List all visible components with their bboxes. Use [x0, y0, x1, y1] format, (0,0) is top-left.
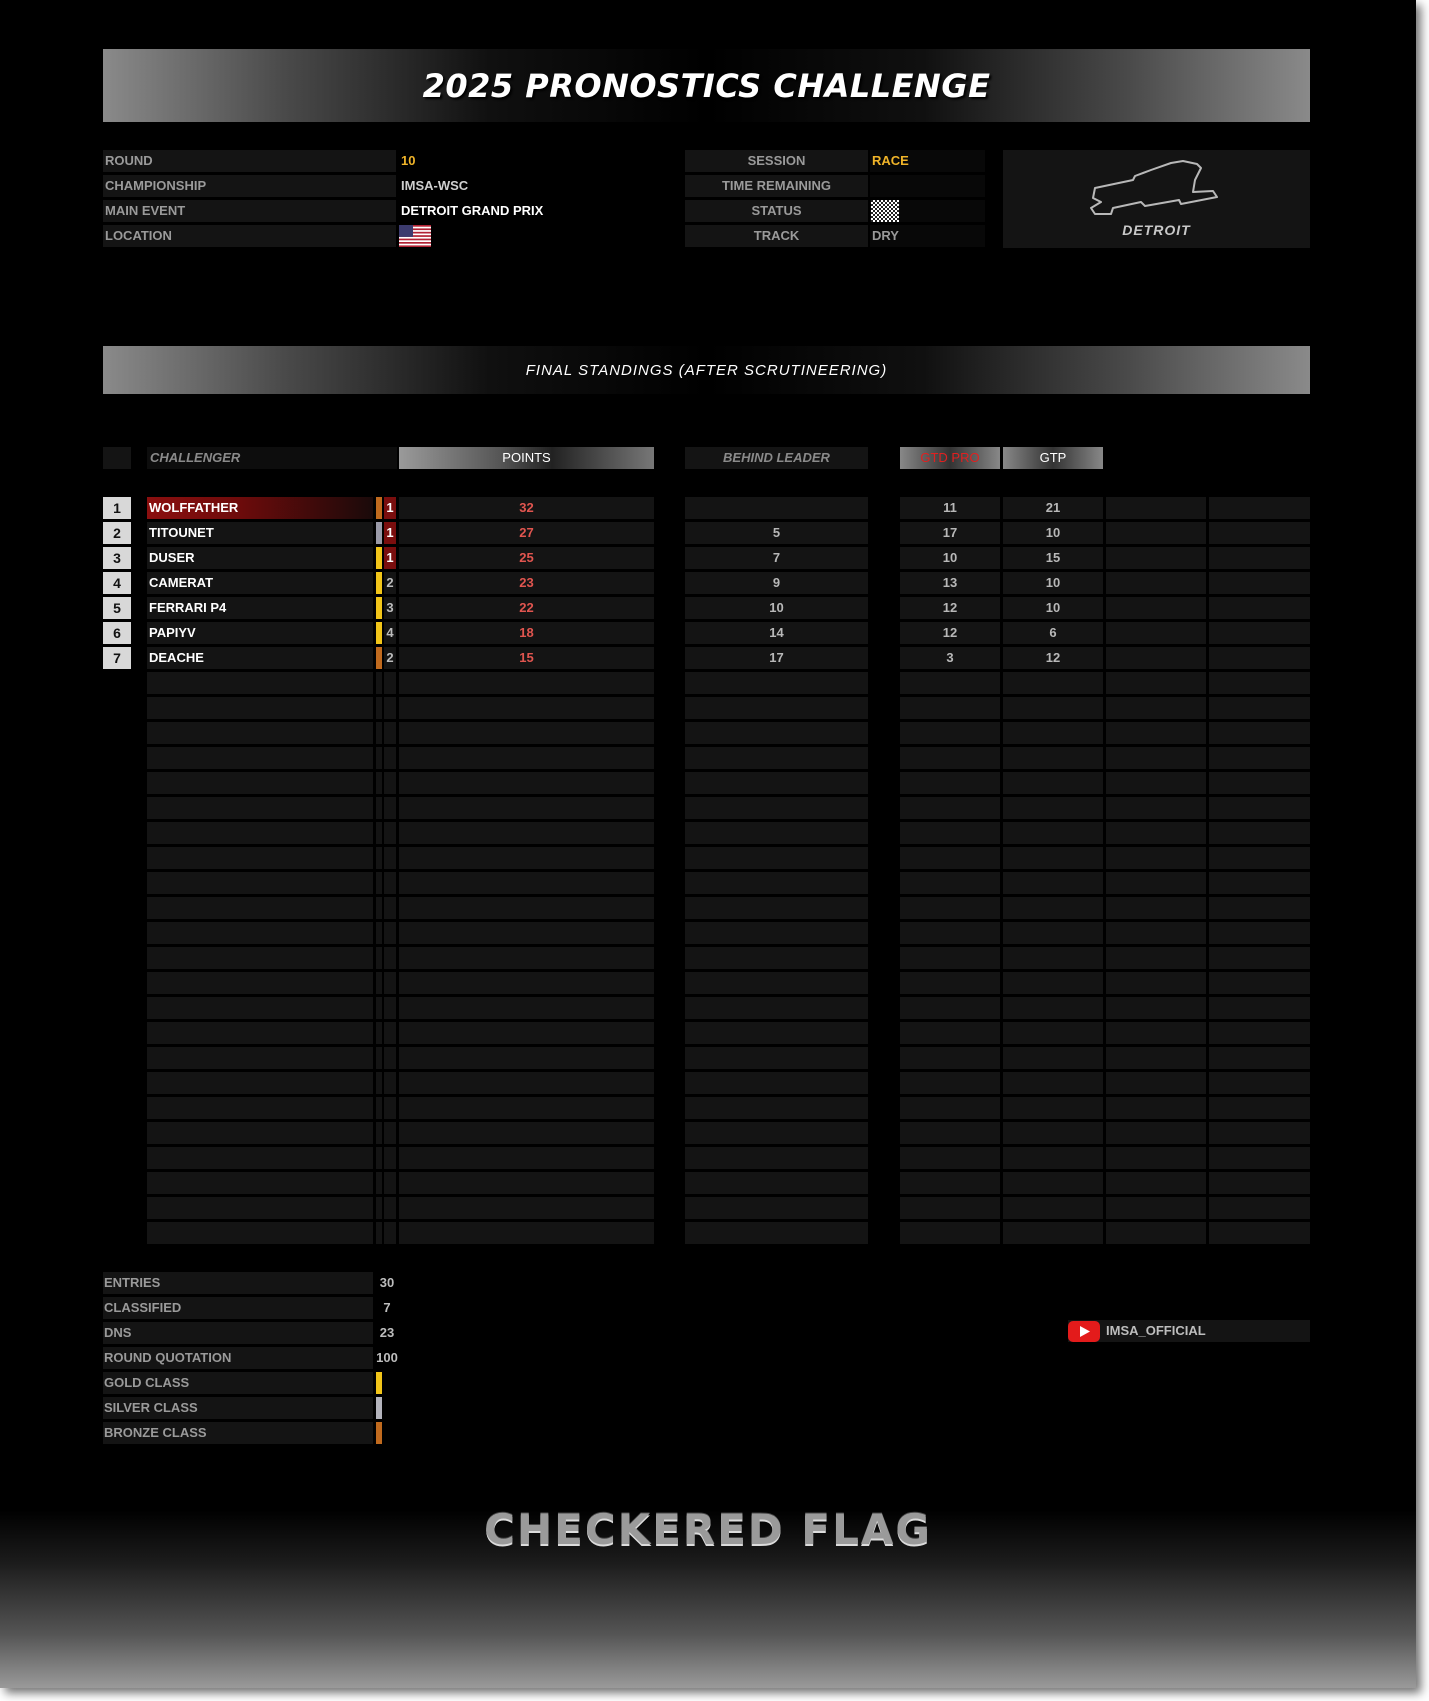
title-banner [103, 49, 1310, 122]
gtp-value: 15 [1045, 550, 1061, 565]
behind-leader-value: 9 [772, 575, 781, 590]
col-gtp-header[interactable]: GTP [1003, 447, 1103, 469]
us-flag-icon [399, 225, 431, 247]
challenger-name: WOLFFATHER [149, 500, 239, 515]
challenger-name: TITOUNET [149, 525, 214, 540]
challenger-name: DUSER [149, 550, 195, 565]
standings-banner [103, 346, 1310, 394]
gtp-value: 10 [1045, 600, 1061, 615]
gold-class-swatch [376, 1372, 382, 1394]
gtd-pro-value: 12 [942, 600, 958, 615]
track-name: DETROIT [1122, 222, 1191, 238]
gtd-pro-value: 3 [946, 650, 954, 665]
bronze-class-label: BRONZE CLASS [104, 1425, 207, 1440]
col-gtd-pro-header[interactable]: GTD PRO [900, 447, 1000, 469]
main-event-label: MAIN EVENT [105, 203, 186, 218]
position-badge: 6 [103, 622, 131, 644]
gtp-value: 10 [1045, 575, 1061, 590]
gtd-pro-value: 12 [942, 625, 958, 640]
class-color-marker [376, 572, 382, 594]
points-value: 27 [519, 525, 534, 540]
classified-label: CLASSIFIED [104, 1300, 182, 1315]
table-row[interactable] [0, 597, 1416, 619]
position-badge: 2 [103, 522, 131, 544]
entries-value: 30 [379, 1275, 395, 1290]
table-row[interactable] [0, 622, 1416, 644]
dns-value: 23 [379, 1325, 395, 1340]
class-rank: 2 [386, 575, 394, 590]
class-color-marker [376, 647, 382, 669]
entries-label: ENTRIES [104, 1275, 161, 1290]
bronze-class-swatch [376, 1422, 382, 1444]
col-behind-header[interactable]: BEHIND LEADER [685, 447, 868, 469]
round-quotation-label: ROUND QUOTATION [104, 1350, 232, 1365]
behind-leader-value: 10 [769, 600, 784, 615]
position-badge: 5 [103, 597, 131, 619]
points-value: 32 [519, 500, 534, 515]
col-points-header[interactable]: POINTS [399, 447, 654, 469]
class-color-marker [376, 622, 382, 644]
table-row[interactable] [0, 497, 1416, 519]
behind-leader-value: 5 [772, 525, 781, 540]
class-color-marker [376, 522, 382, 544]
championship-value: IMSA-WSC [401, 178, 469, 193]
challenger-name: CAMERAT [149, 575, 214, 590]
behind-leader-value: 14 [769, 625, 784, 640]
round-value: 10 [401, 153, 416, 168]
track-map-icon [1083, 158, 1233, 220]
youtube-icon [1068, 1321, 1100, 1342]
session-label: SESSION [747, 153, 806, 168]
position-badge: 1 [103, 497, 131, 519]
social-link[interactable] [1068, 1320, 1310, 1342]
footer-logo-text: CHECKERED FLAG [484, 1505, 932, 1554]
location-label: LOCATION [105, 228, 172, 243]
behind-leader-value [685, 497, 868, 519]
track-condition-value: DRY [872, 228, 899, 243]
behind-leader-value: 7 [772, 550, 781, 565]
main-event-value: DETROIT GRAND PRIX [401, 203, 544, 218]
points-value: 22 [519, 600, 534, 615]
class-color-marker [376, 597, 382, 619]
gold-class-label: GOLD CLASS [104, 1375, 190, 1390]
behind-leader-value: 17 [769, 650, 784, 665]
gtp-value: 10 [1045, 525, 1061, 540]
time-remaining-label: TIME REMAINING [721, 178, 832, 193]
championship-label: CHAMPIONSHIP [105, 178, 207, 193]
social-handle: IMSA_OFFICIAL [1106, 1323, 1206, 1338]
challenger-name: FERRARI P4 [149, 600, 227, 615]
position-badge: 3 [103, 547, 131, 569]
challenger-name: DEACHE [149, 650, 204, 665]
classified-value: 7 [383, 1300, 391, 1315]
gtd-pro-value: 17 [942, 525, 958, 540]
class-rank: 1 [384, 497, 396, 519]
table-row[interactable] [0, 572, 1416, 594]
class-rank: 4 [386, 625, 394, 640]
round-label: ROUND [105, 153, 153, 168]
gtd-pro-value: 11 [943, 500, 957, 515]
challenger-name: PAPIYV [149, 625, 196, 640]
table-row[interactable] [0, 647, 1416, 669]
standings-title: FINAL STANDINGS (AFTER SCRUTINEERING) [525, 361, 888, 379]
silver-class-label: SILVER CLASS [104, 1400, 198, 1415]
gtp-value: 12 [1045, 650, 1061, 665]
status-label: STATUS [751, 203, 802, 218]
points-value: 15 [519, 650, 534, 665]
class-rank: 1 [384, 547, 396, 569]
gtp-value: 21 [1045, 500, 1061, 515]
dns-label: DNS [104, 1325, 132, 1340]
track-map-panel [1003, 150, 1310, 248]
points-value: 18 [519, 625, 534, 640]
silver-class-swatch [376, 1397, 382, 1419]
page-title: 2025 PRONOSTICS CHALLENGE [422, 66, 991, 105]
points-value: 25 [519, 550, 534, 565]
position-badge: 7 [103, 647, 131, 669]
session-value: RACE [872, 153, 909, 168]
class-color-marker [376, 547, 382, 569]
points-value: 23 [519, 575, 534, 590]
position-badge: 4 [103, 572, 131, 594]
checkered-flag-icon [871, 200, 899, 222]
round-quotation-value: 100 [376, 1350, 398, 1365]
class-color-marker [376, 497, 382, 519]
gtd-pro-value: 10 [942, 550, 958, 565]
col-challenger-header[interactable]: CHALLENGER [150, 450, 241, 465]
class-rank: 1 [384, 522, 396, 544]
gtp-value: 6 [1049, 625, 1057, 640]
class-rank: 3 [386, 600, 394, 615]
gtd-pro-value: 13 [942, 575, 958, 590]
table-row[interactable] [0, 547, 1416, 569]
table-row[interactable] [0, 522, 1416, 544]
class-rank: 2 [386, 650, 394, 665]
track-label: TRACK [753, 228, 800, 243]
